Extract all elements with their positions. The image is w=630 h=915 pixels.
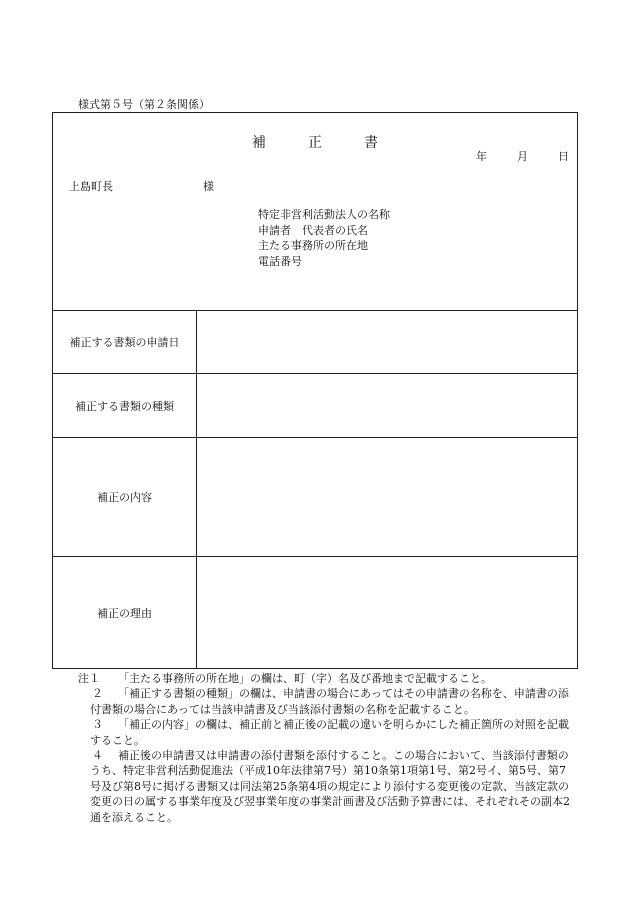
document-type-field[interactable] [197,374,577,437]
form-row-correction-content [53,438,577,557]
row-label: 補正の内容 [53,438,197,556]
date-year-label: 年 [476,150,487,163]
application-date-field[interactable] [197,310,577,373]
applicant-block [258,207,390,269]
correction-content-field[interactable] [197,438,577,556]
correction-reason-field[interactable] [197,557,577,668]
row-label: 補正する書類の申請日 [53,310,197,373]
date-month-label: 月 [517,150,528,163]
date-line [476,148,569,164]
document-title: 補 正 書 [252,135,392,151]
date-day-label: 日 [558,150,569,163]
note-text: 補正後の申請書又は申請書の添付書類を添付すること。この場合において、当該添付書類のうち、特定非営利活動促進法（平成10年法律第7号）第10条第1項第1号、第2号イ、第5号、第7号及び第8号に掲げる書類又は同法第25条第4項の規定により添付する変更後の定款、当該定款の変更の日の属する事業年度及び翌事業年度の事業計画書及び活動予算書には、それぞれその副本2通を添えること。 [90,749,570,824]
note-number: ３ [92,718,103,732]
note-text: 「主たる事務所の所在地」の欄は、町（字）名及び番地まで記載すること。 [118,672,492,685]
addressee-suffix: 様 [203,180,214,193]
applicant-line: 電話番号 [258,254,302,268]
note-number: ２ [92,687,103,701]
form-row-correction-reason [53,557,577,668]
application-form-frame [52,112,578,669]
note-item [78,717,573,748]
note-text: 「補正の内容」の欄は、補正前と補正後の記載の違いを明らかにした補正箇所の対照を記載すること。 [90,718,569,747]
note-text: 「補正する書類の種類」の欄は、申請書の場合にあってはその申請書の名称を、申請書の添付書類の場合にあっては当該申請書及び当該添付書類の名称を記載すること。 [90,687,569,716]
note-number: 注１ [78,672,100,685]
applicant-line: 申請者 代表者の氏名 [258,223,368,237]
note-number: ４ [92,749,103,763]
form-row-document-type [53,374,577,438]
form-header-area [53,113,577,311]
addressee: 上島町長 [69,180,113,193]
applicant-line: 主たる事務所の所在地 [258,239,368,252]
form-label: 様式第５号（第２条関係） [78,98,210,111]
note-item [78,748,573,825]
applicant-line: 特定非営利活動法人の名称 [258,208,390,221]
form-table [53,310,577,668]
note-item [78,686,573,717]
note-item [78,671,573,686]
row-label: 補正の理由 [53,557,197,668]
form-row-application-date [53,310,577,374]
notes-section [78,671,573,825]
row-label: 補正する書類の種類 [53,374,197,437]
